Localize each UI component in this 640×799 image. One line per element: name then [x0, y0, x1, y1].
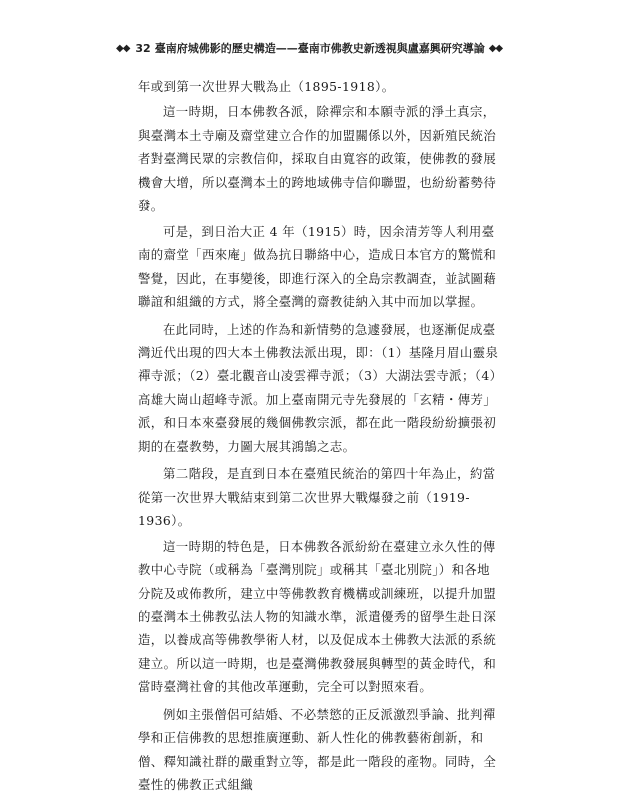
text-line: 代出現的四大本土佛教法派出現，即：（1）基隆月眉山靈泉禪寺派；	[138, 344, 499, 384]
diamond-ornament-icon: ◆◆	[116, 42, 130, 54]
text-line: 一次世界大戰結束到第二次世界大戰爆發之前（1919-1936）。	[138, 489, 470, 529]
text-line: 群的嚴重對立等，都是此一階段的產物。同時，全臺性的佛教正式組織	[138, 753, 497, 793]
text-line: 在此同時，上述的作為和新情勢的急遽發展，也逐漸促成臺灣近	[138, 321, 496, 360]
text-line: 超峰寺派。加上臺南開元寺先發展的「玄精・傳芳」派，和日本來臺發	[138, 391, 497, 431]
body-text	[138, 75, 500, 799]
paragraph	[138, 318, 500, 459]
text-line: 堂「西來庵」做為抗日聯絡中心，造成日本官方的驚慌和警覺，因此，	[138, 247, 497, 286]
text-line: 這一時期的特色是，日本佛教各派紛紛在臺建立永久性的傳教中	[138, 538, 496, 578]
text-line: 年或到第一次世界大戰為止（1895-1918）。	[138, 79, 395, 94]
text-line: 人材，以及促成本土佛教大法派的系統建立。所以這一時期，也是臺灣	[138, 632, 497, 671]
paragraph	[138, 75, 500, 98]
paragraph	[138, 535, 500, 699]
text-line: 法人物的知識水準，派遣優秀的留學生赴日深造，以養成高等佛教學術	[138, 608, 497, 648]
text-line: 第二階段，是直到日本在臺殖民統治的第四十年為止，約當從第	[138, 466, 496, 505]
text-line: 在事變後，即進行深入的全島宗教調查，並試圖藉聯誼和組織的方式，	[138, 270, 497, 310]
paragraph	[138, 462, 500, 532]
paragraph	[138, 100, 500, 217]
text-line: 可是，到日治大正 4 年（1915）時，因余清芳等人利用臺南的齋	[138, 223, 495, 263]
text-line: 展的幾個佛教宗派，都在此一階段紛紛擴張初期的在臺教勢，力圖大展	[138, 415, 497, 454]
text-line: 將全臺灣的齋教徒納入其中而加以掌握。	[253, 294, 484, 310]
text-line: 其鴻鵠之志。	[278, 438, 356, 454]
running-header	[116, 40, 526, 56]
text-line: 眾的宗教信仰，採取自由寬容的政策，使佛教的發展機會大增，所以臺	[138, 151, 497, 190]
text-line: 教所，建立中等佛教教育機構或訓練班，以提升加盟的臺灣本土佛教弘	[138, 585, 497, 624]
text-line: 這一時期，日本佛教各派，除禪宗和本願寺派的淨土真宗，與臺	[138, 104, 496, 143]
page-number: 32	[135, 41, 151, 55]
paragraph	[138, 220, 500, 314]
text-line: （2）臺北觀音山凌雲禪寺派；（3）大湖法雲寺派；（4）高雄大崗山	[138, 368, 497, 407]
text-line: 灣本土寺廟及齋堂建立合作的加盟關係以外，因新殖民統治者對臺灣民	[138, 127, 497, 167]
text-line: 正信佛教的思想推廣運動、新人性化的佛教藝術創新，和僧、釋知識社	[138, 730, 484, 769]
text-line: 灣本土的跨地域佛寺信仰聯盟，也紛紛蓄勢待發。	[138, 174, 497, 214]
diamond-ornament-icon: ◆◆	[488, 42, 503, 54]
paragraph	[138, 703, 500, 797]
running-title: 臺南府城佛影的歷史構造——臺南市佛教史新透視與盧嘉興研究導論	[154, 42, 485, 55]
text-line: 心寺院（或稱為「臺灣別院」或稱其「臺北別院」）和各地分院及或佈	[138, 562, 490, 601]
text-line: 佛教發展與轉型的黃金時代，和當時臺灣社會的其他改革運動，完全可	[138, 655, 497, 695]
text-line: 例如主張僧侶可結婚、不必禁慾的正反派激烈爭論、批判禪學和	[138, 706, 496, 746]
text-line: 以對照來看。	[355, 679, 433, 695]
